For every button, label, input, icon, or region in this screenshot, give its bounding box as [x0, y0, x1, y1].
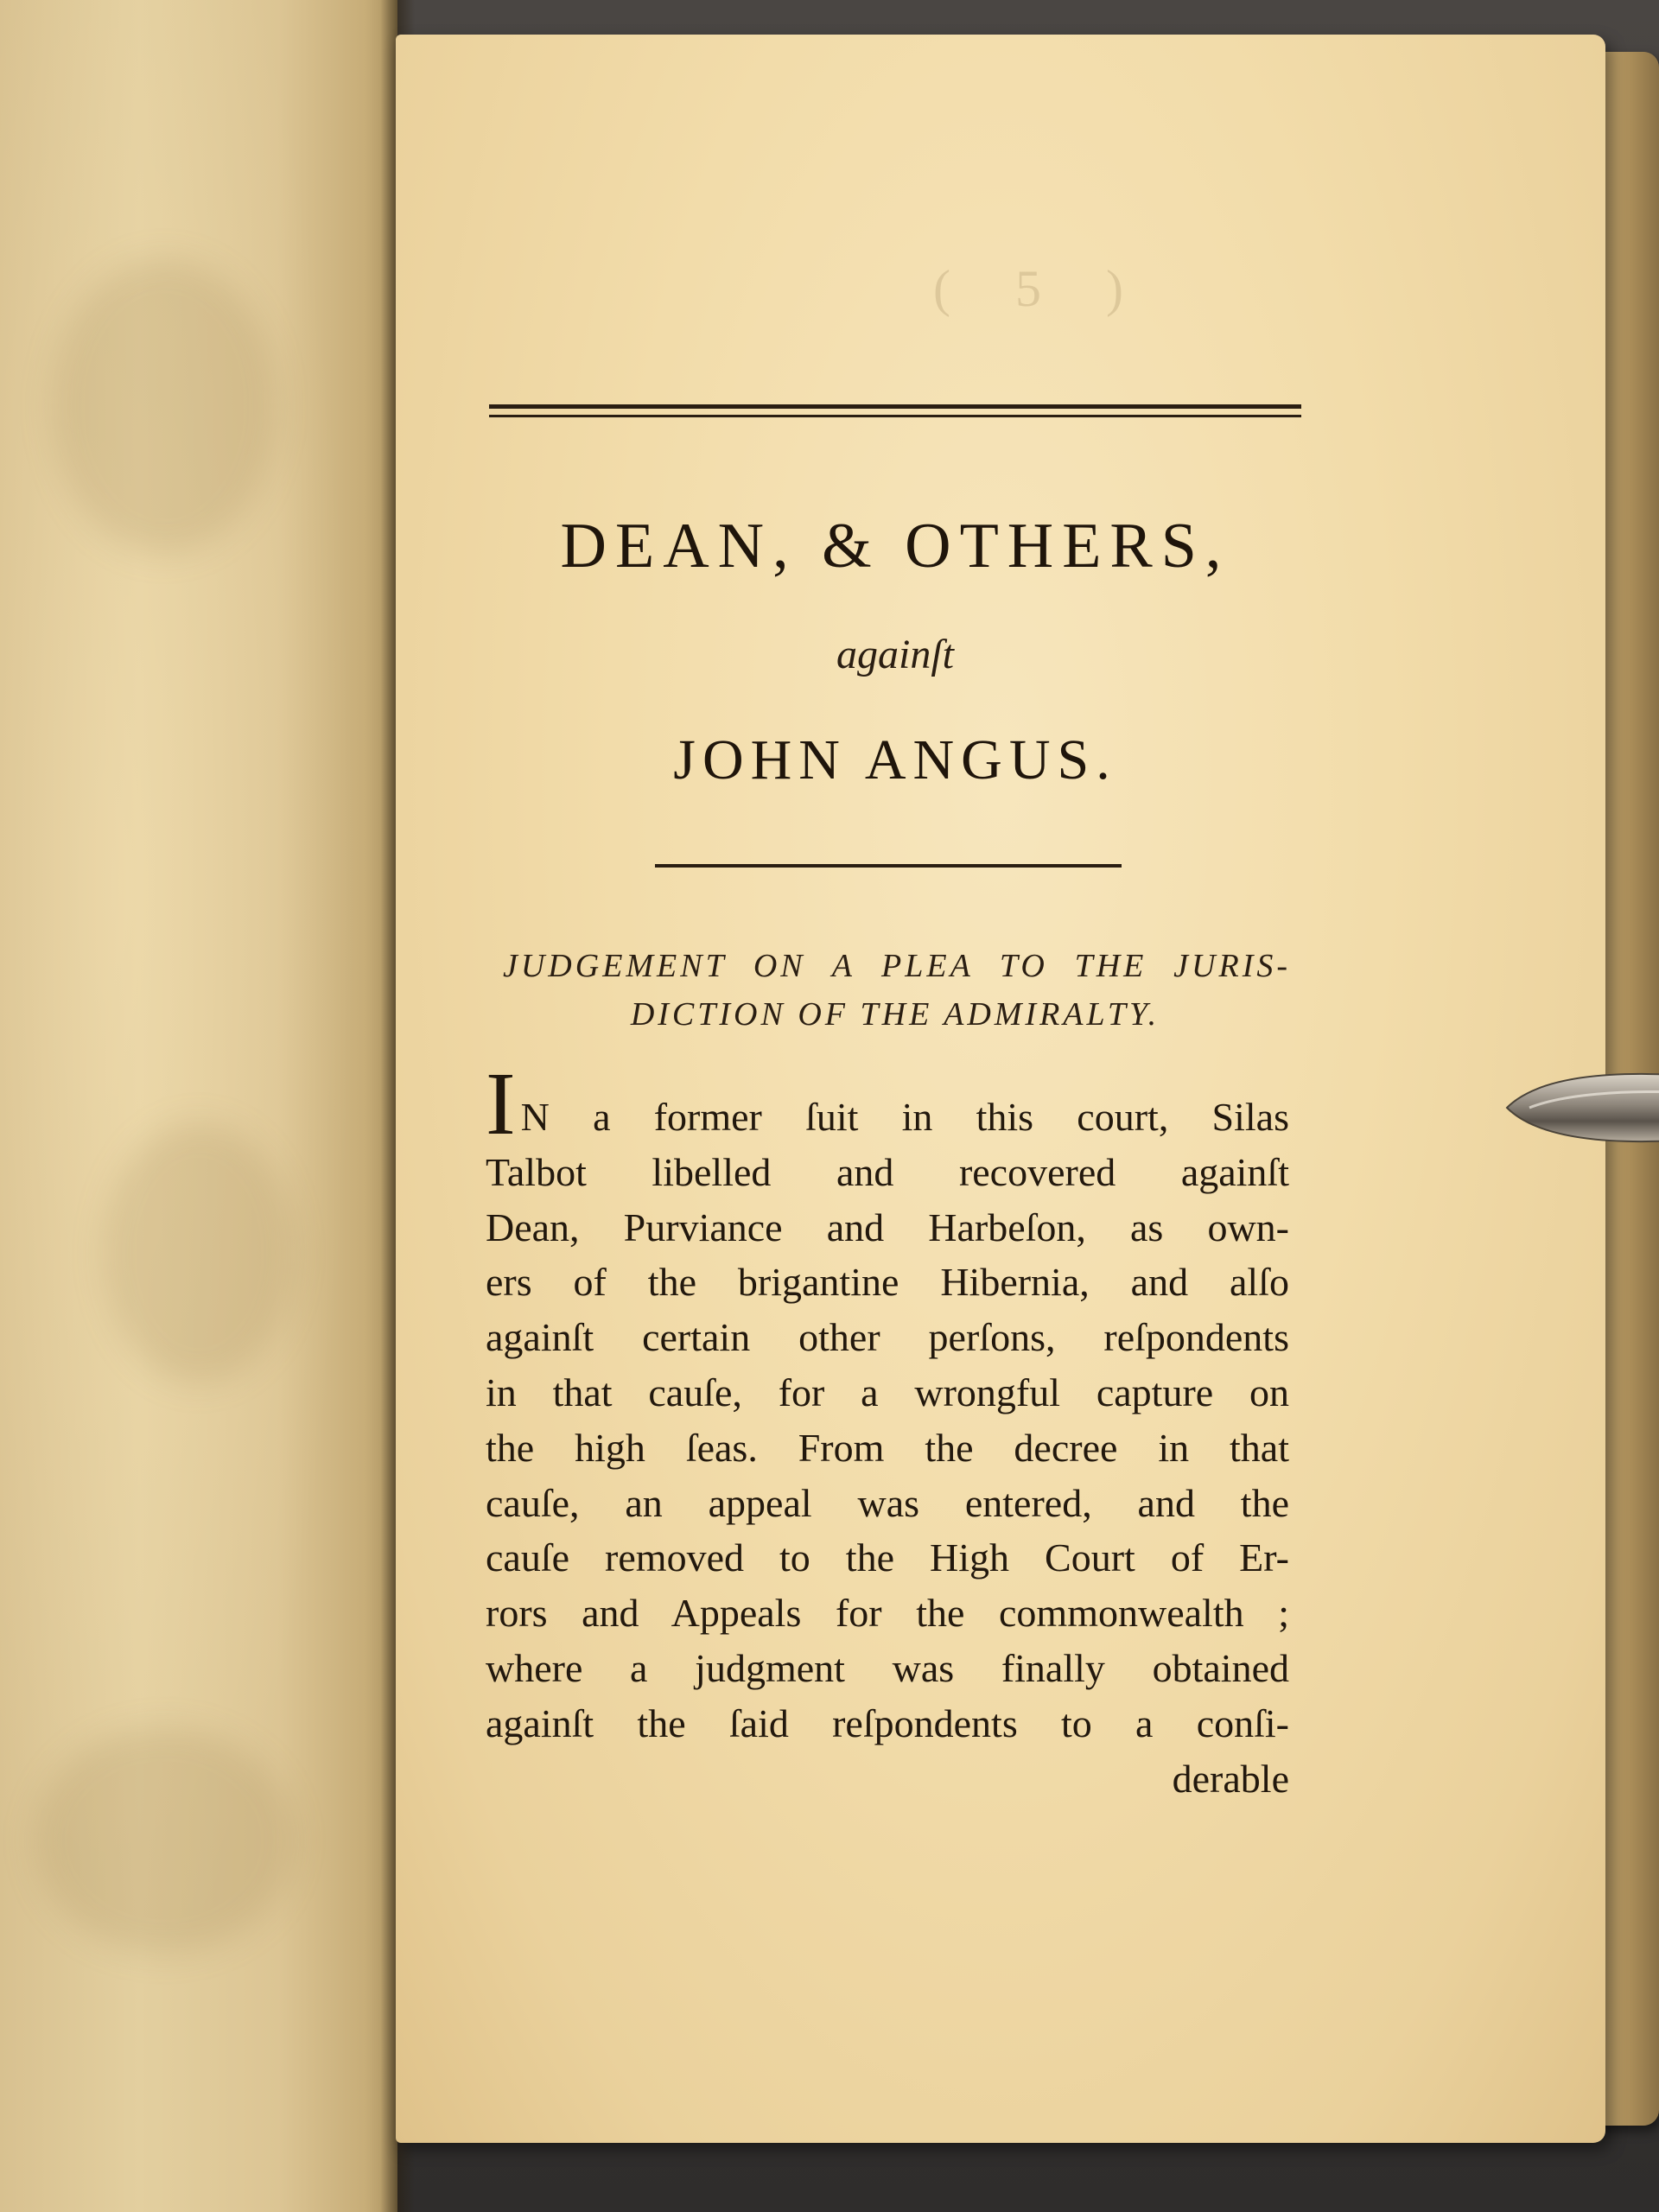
body-line: the high ſeas. From the decree in that — [486, 1425, 1289, 1470]
catchword: derable — [1172, 1756, 1289, 1801]
body-line: cauſe, an appeal was entered, and the — [486, 1480, 1289, 1525]
drop-cap: I — [486, 1054, 516, 1154]
faint-page-number: ( 5 ) — [933, 260, 1149, 317]
body-line: where a judgment was finally obtained — [486, 1645, 1289, 1690]
defendant-name: JOHN ANGUS. — [673, 728, 1117, 791]
body-line: rors and Appeals for the commonwealth ; — [486, 1591, 1289, 1636]
body-line: Talbot libelled and recovered againſt — [486, 1149, 1289, 1194]
heading-line: DICTION OF THE ADMIRALTY. — [630, 996, 1160, 1033]
against-label: againſt — [836, 632, 954, 677]
case-title: DEAN, & OTHERS, — [560, 511, 1230, 582]
rule-line — [489, 415, 1301, 417]
single-rule — [655, 864, 1122, 868]
body-line: in that cauſe, for a wrongful capture on — [486, 1370, 1289, 1414]
page-stain — [52, 259, 276, 553]
metal-clip-icon — [1503, 1068, 1659, 1147]
rule-line — [489, 404, 1301, 409]
body-line: Dean, Purviance and Harbeſon, as own- — [486, 1205, 1289, 1249]
body-line — [486, 1054, 1289, 1154]
heading-line: JUDGEMENT ON A PLEA TO THE JURIS- — [503, 948, 1291, 984]
body-line: cauſe removed to the High Court of Er- — [486, 1535, 1289, 1580]
body-line: ers of the brigantine Hibernia, and alſo — [486, 1260, 1289, 1305]
body-line: againſt certain other perſons, reſpondents — [486, 1315, 1289, 1360]
body-paragraph — [486, 1054, 1289, 1806]
page-stain — [35, 1728, 294, 1953]
page-stain — [104, 1123, 294, 1382]
judgement-heading — [489, 942, 1301, 1039]
first-line-text: N a former ſuit in this court, Silas — [520, 1095, 1289, 1139]
left-page — [0, 0, 397, 2212]
body-line: againſt the ſaid reſpondents to a conſi- — [486, 1700, 1289, 1745]
double-rule — [489, 403, 1301, 422]
